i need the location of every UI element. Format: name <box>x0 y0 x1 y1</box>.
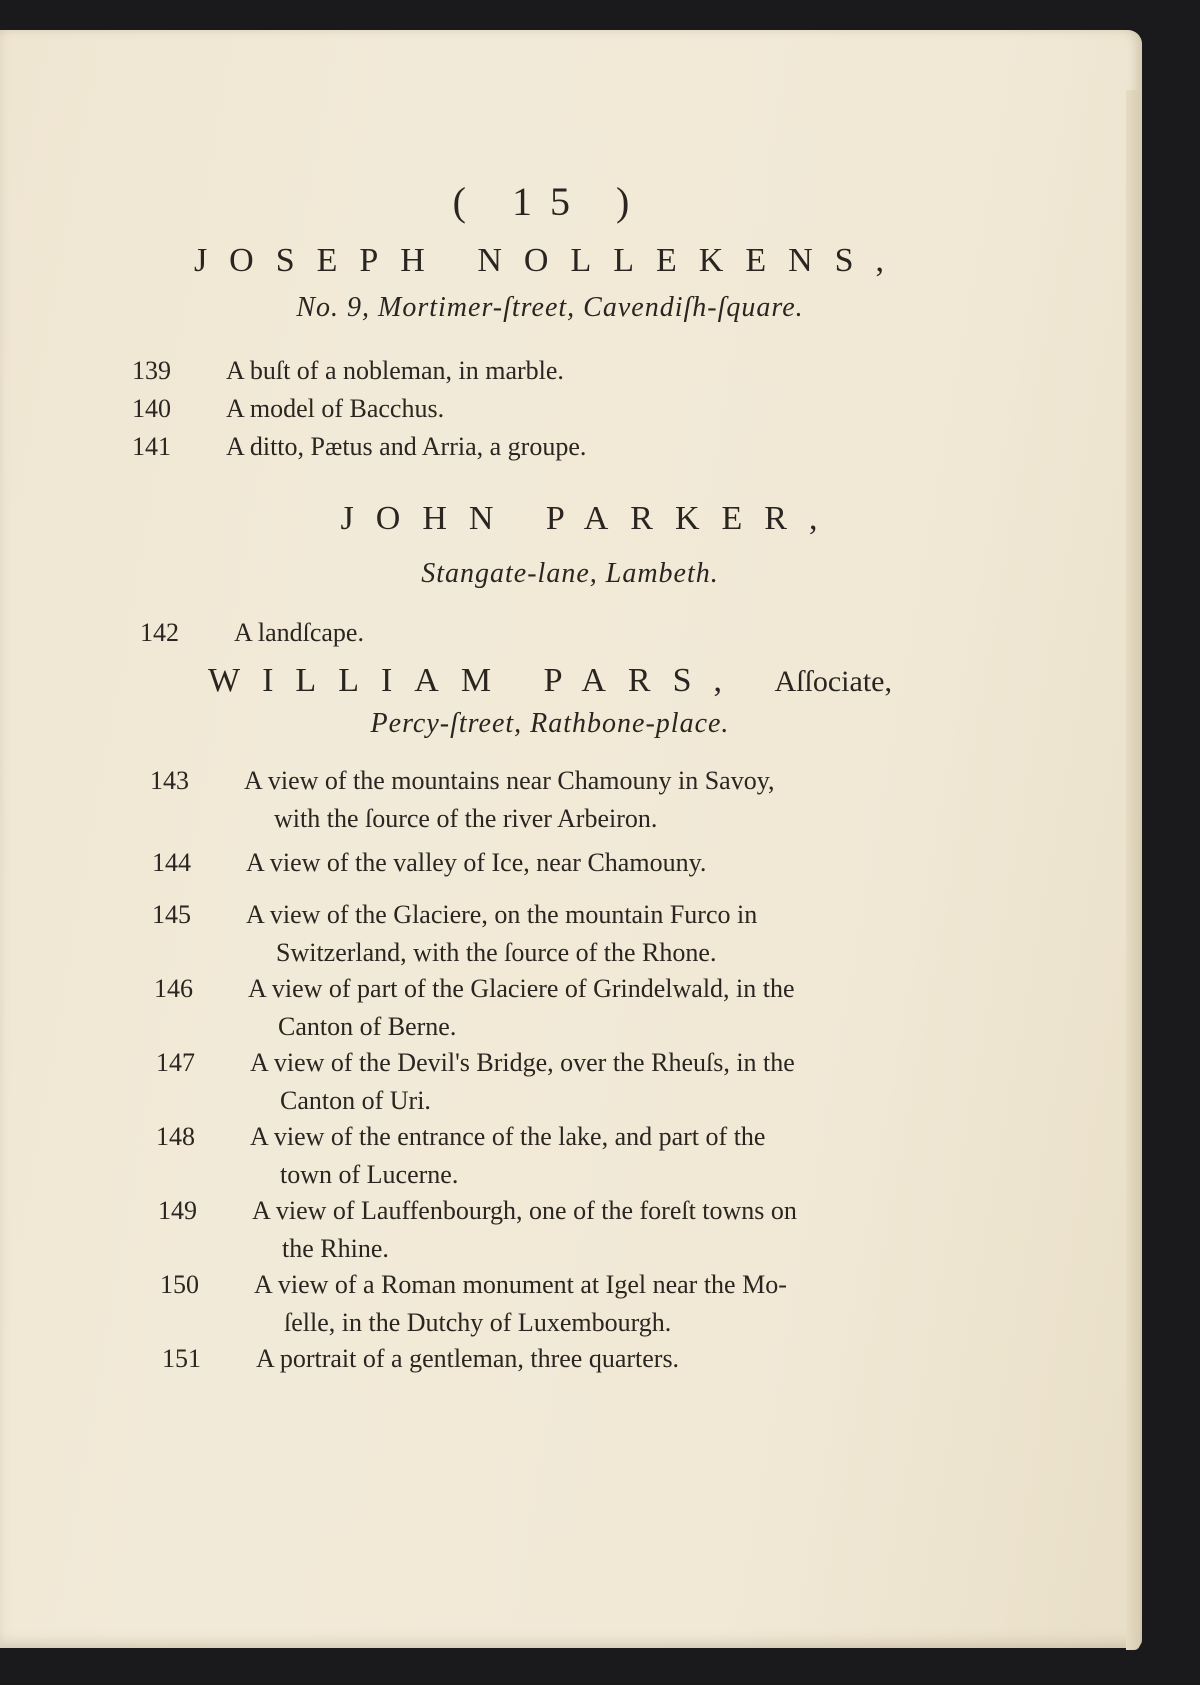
book-page <box>0 30 1142 1648</box>
entry-text: A view of a Roman monument at Igel near the Mo- ſelle, in the Dutchy of Luxembourgh. <box>254 1270 787 1337</box>
entry-text: A view of the entrance of the lake, and part of the town of Lucerne. <box>250 1122 766 1189</box>
page-edge <box>1126 90 1140 1650</box>
entry-number: 148 <box>156 1122 195 1151</box>
entry-number: 150 <box>160 1270 199 1299</box>
page-number: ( 15 ) <box>452 179 648 224</box>
entry-number: 146 <box>154 974 193 1003</box>
entry-number: 143 <box>150 766 189 795</box>
entry-number: 140 <box>132 394 171 423</box>
entry-text: A ditto, Pætus and Arria, a groupe. <box>226 432 587 461</box>
entry-number: 151 <box>162 1344 201 1373</box>
entry-text: A portrait of a gentleman, three quarters. <box>256 1344 680 1373</box>
entry-number: 139 <box>132 356 171 385</box>
entry-number: 141 <box>132 432 171 461</box>
artist-rank: Aſſociate, <box>774 665 892 698</box>
artist-heading: JOSEPH NOLLEKENS, <box>193 242 907 279</box>
entry-text: A view of the valley of Ice, near Chamouny. <box>246 848 707 877</box>
artist-heading: JOHN PARKER, <box>340 500 840 537</box>
entry-text: A view of the Devil's Bridge, over the Rheuſs, in the Canton of Uri. <box>250 1048 795 1115</box>
artist-address: No. 9, Mortimer-ſtreet, Cavendiſh-ſquare. <box>296 292 804 323</box>
entry-text: A landſcape. <box>234 618 364 647</box>
artist-heading: WILLIAM PARS, Aſſociate, <box>208 662 892 699</box>
artist-address: Stangate-lane, Lambeth. <box>421 558 719 589</box>
artist-address: Percy-ſtreet, Rathbone-place. <box>370 708 730 739</box>
entry-number: 142 <box>140 618 179 647</box>
entry-text: A view of the mountains near Chamouny in Savoy, with the ſource of the river Arbeiron. <box>244 766 775 833</box>
entry-text: A view of part of the Glaciere of Grindelwald, in the Canton of Berne. <box>248 974 795 1041</box>
entry-number: 149 <box>158 1196 197 1225</box>
entry-text: A view of the Glaciere, on the mountain Furco in Switzerland, with the ſource of the Rhone. <box>246 900 758 967</box>
entry-number: 147 <box>156 1048 195 1077</box>
entry-text: A buſt of a nobleman, in marble. <box>226 356 564 385</box>
entry-number: 144 <box>152 848 191 877</box>
entry-text: A view of Lauffenbourgh, one of the foreſt towns on the Rhine. <box>252 1196 797 1263</box>
entry-text: A model of Bacchus. <box>226 394 445 423</box>
entry-number: 145 <box>152 900 191 929</box>
